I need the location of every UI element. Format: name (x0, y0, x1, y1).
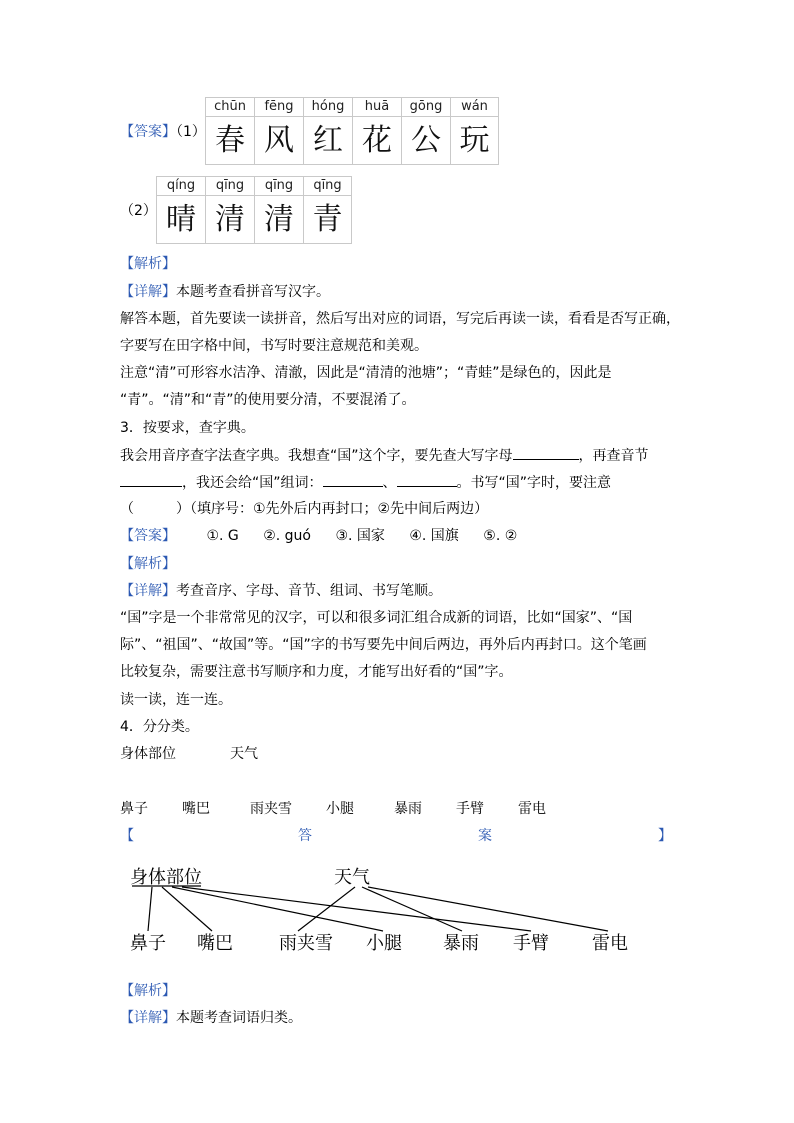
analysis-tag: 【解析】 (120, 556, 176, 572)
word-item: 暴雨 (394, 801, 422, 817)
hanzi: 清 (205, 195, 254, 244)
analysis-tag: 【解析】 (120, 256, 176, 272)
diagram-word: 鼻子 (130, 933, 166, 954)
pinyin: gōng (401, 97, 450, 116)
word-item: 鼻子 (120, 801, 148, 817)
q3-text: 我会用音序查字法查字典。我想查“国”这个字，要先查大写字母 (120, 448, 513, 464)
connector-line (148, 887, 152, 931)
hanzi: 青 (303, 195, 352, 244)
answer-char: 答 (298, 828, 312, 844)
detail-text: 本题考查看拼音写汉字。 (176, 284, 330, 300)
answer-tag: 【答案】 (120, 124, 176, 140)
word-item: 小腿 (326, 801, 354, 817)
q3-text: 。书写“国”字时，要注意 (456, 475, 612, 491)
part1-label: （1） (176, 124, 206, 140)
connector-line (362, 887, 462, 931)
instruction-line: 读一读，连一连。 (120, 692, 232, 708)
connector-line (298, 887, 355, 931)
diagram-word: 嘴巴 (197, 933, 233, 954)
pinyin: qīng (303, 176, 352, 195)
pinyin: chūn (205, 97, 254, 116)
connector-line (368, 887, 608, 931)
hanzi: 春 (205, 116, 254, 165)
detail-tag: 【详解】 (120, 583, 176, 599)
paragraph-line: 际”、“祖国”、“故国”等。“国”字的书写要先中间后两边，再外后内再封口。这个笔画 (120, 637, 647, 653)
q3-line-3: （ ）（填序号：①先外后内再封口；②先中间后两边） (120, 501, 489, 517)
word-item: 手臂 (456, 801, 484, 817)
q4-title: 4．分分类。 (120, 719, 199, 735)
connection-lines (132, 886, 608, 931)
hanzi: 晴 (156, 195, 205, 244)
pinyin: qīng (254, 176, 303, 195)
pinyin: qíng (156, 176, 205, 195)
q3-text: ，再查音节 (578, 448, 649, 464)
detail-text: 本题考查词语归类。 (176, 1010, 302, 1026)
detail-line (120, 1008, 302, 1028)
diagram-word: 雨夹雪 (279, 933, 333, 954)
detail-text: 考查音序、字母、音节、组词、书写笔顺。 (176, 583, 442, 599)
q3-title: 3．按要求，查字典。 (120, 420, 255, 436)
pinyin: fēng (254, 97, 303, 116)
answer-char: 案 (478, 828, 492, 844)
diagram-word: 小腿 (366, 933, 402, 954)
answer-5: ⑤. ② (483, 528, 518, 544)
diagram-word: 暴雨 (443, 933, 479, 954)
paragraph-line: 注意“清”可形容水洁净、清澈，因此是“清清的池塘”；“青蛙”是绿色的，因此是 (120, 365, 612, 381)
pinyin: wán (450, 97, 499, 116)
paragraph-line: 解答本题，首先要读一读拼音，然后写出对应的词语，写完后再读一读，看看是否写正确， (120, 311, 680, 327)
detail-tag: 【详解】 (120, 284, 176, 300)
hanzi: 清 (254, 195, 303, 244)
word-item: 嘴巴 (182, 801, 210, 817)
paragraph-line: “青”。“清”和“青”的使用要分清，不要混淆了。 (120, 392, 416, 408)
analysis-tag: 【解析】 (120, 983, 176, 999)
bracket-open: 【 (120, 828, 134, 844)
hanzi: 花 (352, 116, 401, 165)
bracket-close: 】 (658, 828, 672, 844)
hanzi: 公 (401, 116, 450, 165)
diagram-category-body-parts: 身体部位 (130, 867, 202, 888)
q3-text: ，我还会给“国”组词： (182, 475, 323, 491)
hanzi: 玩 (450, 116, 499, 165)
detail-tag: 【详解】 (120, 1010, 176, 1026)
word-item: 雷电 (518, 801, 546, 817)
q3-text: 、 (382, 475, 397, 491)
hanzi: 风 (254, 116, 303, 165)
paragraph-line: “国”字是一个非常常见的汉字，可以和很多词汇组合成新的词语，比如“国家”、“国 (120, 610, 633, 626)
category-weather: 天气 (230, 746, 258, 762)
pinyin: qīng (205, 176, 254, 195)
paragraph-line: 字要写在田字格中间，书写时要注意规范和美观。 (120, 338, 428, 354)
hanzi: 红 (303, 116, 352, 165)
answer-3: ③. 国家 (335, 528, 385, 544)
answer-4: ④. 国旗 (409, 528, 459, 544)
pinyin: hóng (303, 97, 352, 116)
connector-line (182, 887, 531, 931)
paragraph-line: 比较复杂，需要注意书写顺序和力度，才能写出好看的“国”字。 (120, 664, 513, 680)
answer-1: ①. G (206, 528, 239, 544)
diagram-word: 手臂 (513, 933, 549, 954)
pinyin: huā (352, 97, 401, 116)
word-item: 雨夹雪 (250, 801, 292, 817)
answer-2: ②. guó (263, 528, 311, 544)
answer-tag: 【答案】 (120, 528, 176, 544)
diagram-word: 雷电 (592, 933, 628, 954)
part2-label: （2） (120, 203, 157, 219)
category-body-parts: 身体部位 (120, 746, 176, 762)
diagram-category-weather: 天气 (334, 867, 370, 888)
